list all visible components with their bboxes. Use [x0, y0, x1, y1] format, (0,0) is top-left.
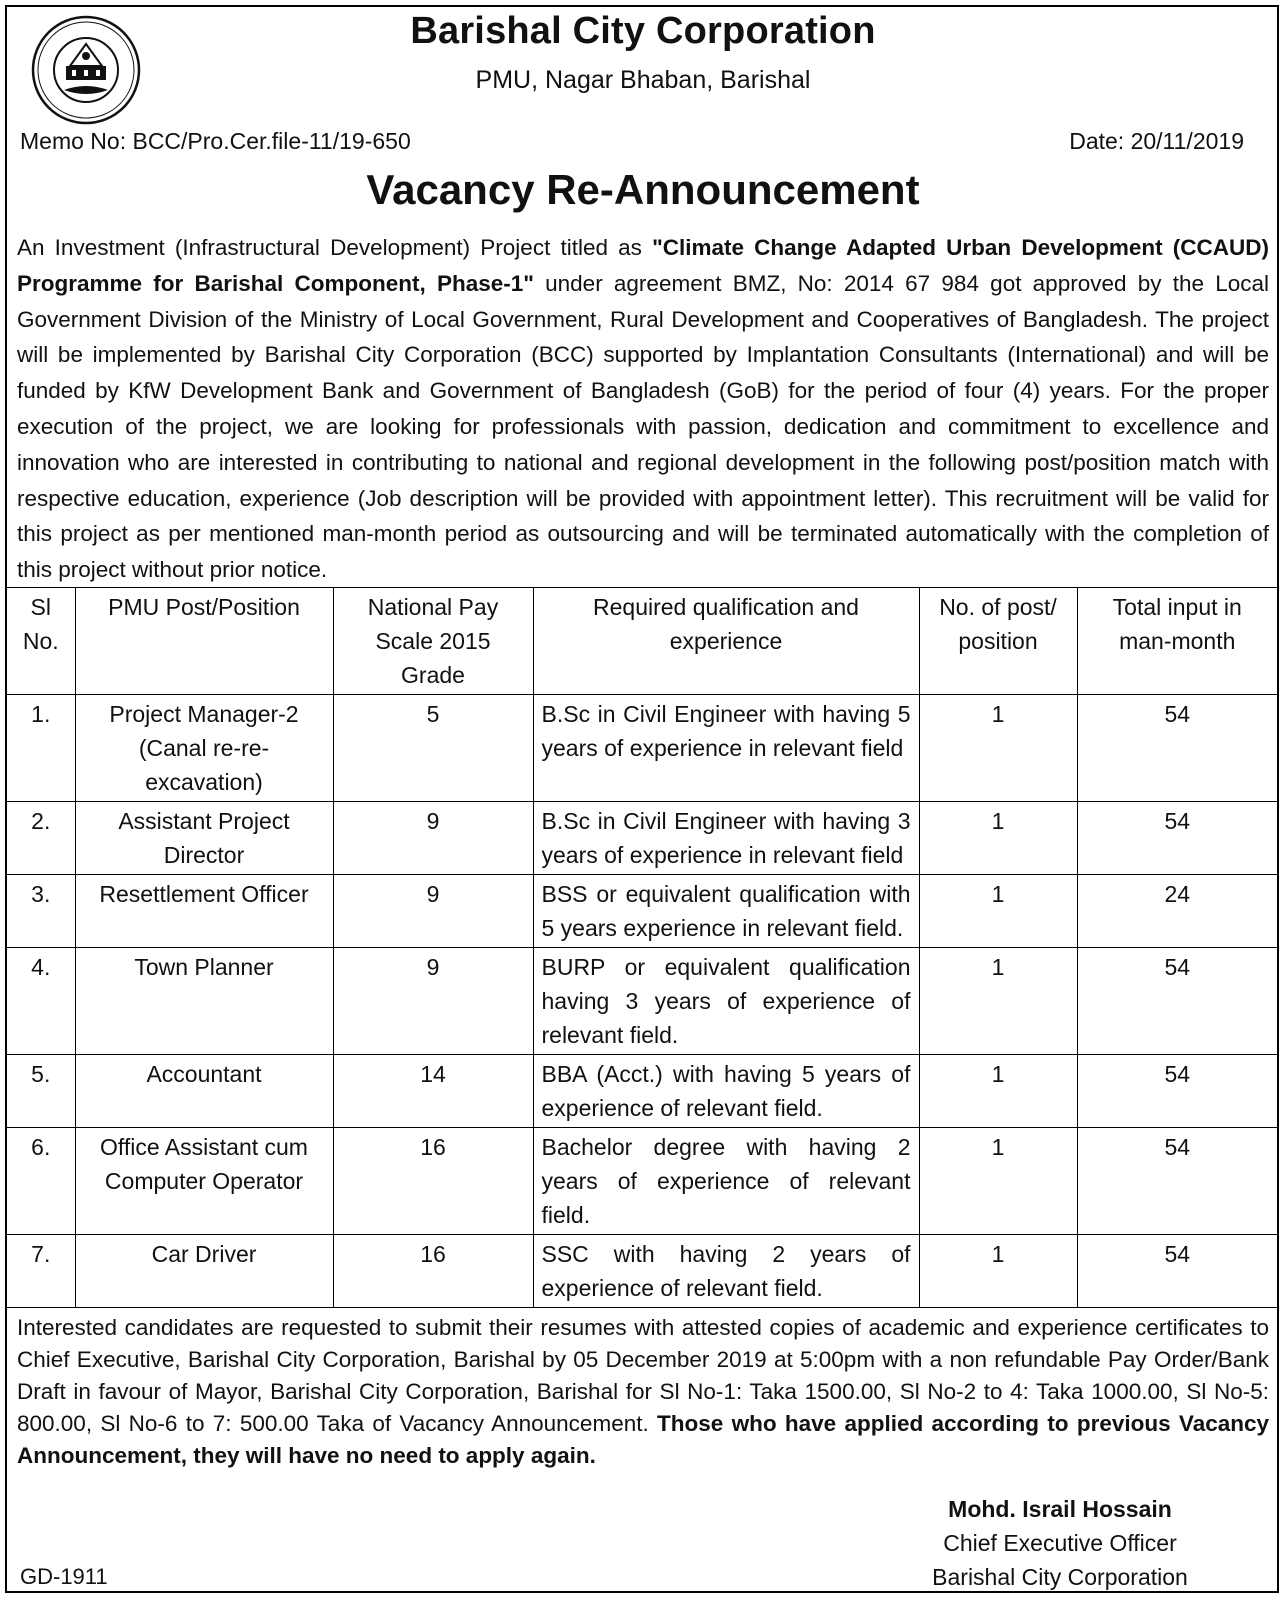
vacancy-table — [7, 587, 1277, 1308]
cell-post: Town Planner — [75, 948, 333, 1055]
cell-qualification: B.Sc in Civil Engineer with having 5 years of experience in relevant field — [533, 695, 919, 802]
cell-grade: 14 — [333, 1055, 533, 1128]
intro-text-start: An Investment (Infrastructural Development) Project titled as — [17, 235, 653, 260]
signatory-name: Mohd. Israil Hossain — [948, 1496, 1172, 1522]
cell-man-month: 54 — [1077, 948, 1277, 1055]
cell-posts: 1 — [919, 1235, 1077, 1308]
table-row — [7, 802, 1277, 875]
project-title: "Climate Change Adapted Urban Development (CCAUD) Programme for Barishal Component, Phase-1" — [17, 235, 1269, 296]
cell-qualification: BSS or equivalent qualification with 5 years experience in relevant field. — [533, 875, 919, 948]
cell-grade: 9 — [333, 948, 533, 1055]
cell-man-month: 24 — [1077, 875, 1277, 948]
cell-post: Office Assistant cum Computer Operator — [75, 1128, 333, 1235]
table-row — [7, 1128, 1277, 1235]
memo-number: Memo No: BCC/Pro.Cer.file-11/19-650 — [20, 128, 411, 154]
cell-posts: 1 — [919, 948, 1077, 1055]
table-row — [7, 1055, 1277, 1128]
header-post: PMU Post/Position — [75, 588, 333, 695]
cell-sl: 6. — [7, 1128, 75, 1235]
header-pay-grade: National Pay Scale 2015 Grade — [333, 588, 533, 695]
cell-man-month: 54 — [1077, 1055, 1277, 1128]
application-instructions — [17, 1312, 1269, 1472]
cell-sl: 3. — [7, 875, 75, 948]
signatory-designation: Chief Executive Officer — [943, 1530, 1177, 1556]
cell-man-month: 54 — [1077, 1235, 1277, 1308]
organization-name: Barishal City Corporation — [410, 10, 876, 52]
intro-text-body: under agreement BMZ, No: 2014 67 984 got approved by the Local Government Division of the Ministry of Local Government, Rural Development and Cooperatives of Bangladesh. The project will be implemented by Barishal City Corporation (BCC) supported by Implantation Consultants (International) and will be funded by KfW Development Bank and Government of Bangladesh (GoB) for the period of four (4) years. For the proper execution of the project, we are looking for professionals with passion, dedication and commitment to excellence and innovation who are interested in contributing to national and regional development in the following post/position match with respective education, experience (Job description will be provided with appointment letter). This recruitment will be valid for this project as per mentioned man-month period as outsourcing and will be terminated automatically with the completion of this project without prior notice. — [17, 270, 1269, 583]
cell-qualification: SSC with having 2 years of experience of relevant field. — [533, 1235, 919, 1308]
instructions-text: Interested candidates are requested to submit their resumes with attested copies of academic and experience certificates to Chief Executive, Barishal City Corporation, Barishal by 05 December 2019 at 5:00pm with a non refundable Pay Order/Bank Draft in favour of Mayor, Barishal City Corporation, Barishal for Sl No-1: Taka 1500.00, Sl No-2 to 4: Taka 1000.00, Sl No-5: 800.00, Sl No-6 to 7: 500.00 Taka of Vacancy Announcement. — [17, 1315, 1269, 1436]
header-sl-no: Sl No. — [7, 588, 75, 695]
cell-posts: 1 — [919, 1128, 1077, 1235]
cell-grade: 9 — [333, 875, 533, 948]
cell-sl: 1. — [7, 695, 75, 802]
cell-grade: 16 — [333, 1128, 533, 1235]
signatory-organization: Barishal City Corporation — [932, 1564, 1188, 1590]
table-row — [7, 695, 1277, 802]
cell-man-month: 54 — [1077, 1128, 1277, 1235]
cell-post: Resettlement Officer — [75, 875, 333, 948]
cell-posts: 1 — [919, 875, 1077, 948]
city-corporation-seal-logo — [30, 14, 142, 126]
previous-applicants-note: Those who have applied according to previous Vacancy Announcement, they will have no need to apply again. — [17, 1411, 1270, 1468]
header-no-of-posts: No. of post/ position — [919, 588, 1077, 695]
cell-sl: 5. — [7, 1055, 75, 1128]
intro-paragraph — [17, 230, 1269, 588]
cell-qualification: Bachelor degree with having 2 years of experience of relevant field. — [533, 1128, 919, 1235]
cell-grade: 9 — [333, 802, 533, 875]
cell-sl: 7. — [7, 1235, 75, 1308]
cell-qualification: B.Sc in Civil Engineer with having 3 years of experience in relevant field — [533, 802, 919, 875]
cell-post: Project Manager-2 (Canal re-re-excavation) — [75, 695, 333, 802]
cell-sl: 2. — [7, 802, 75, 875]
cell-man-month: 54 — [1077, 695, 1277, 802]
organization-address: PMU, Nagar Bhaban, Barishal — [475, 66, 811, 94]
header-man-month: Total input in man-month — [1077, 588, 1277, 695]
cell-qualification: BBA (Acct.) with having 5 years of experience of relevant field. — [533, 1055, 919, 1128]
cell-qualification: BURP or equivalent qualification having 3 years of experience of relevant field. — [533, 948, 919, 1055]
header-qualification: Required qualification and experience — [533, 588, 919, 695]
notice-date: Date: 20/11/2019 — [1069, 128, 1244, 154]
cell-post: Car Driver — [75, 1235, 333, 1308]
notice-title: Vacancy Re-Announcement — [366, 166, 920, 213]
cell-sl: 4. — [7, 948, 75, 1055]
cell-posts: 1 — [919, 695, 1077, 802]
cell-post: Assistant Project Director — [75, 802, 333, 875]
cell-grade: 5 — [333, 695, 533, 802]
cell-post: Accountant — [75, 1055, 333, 1128]
cell-posts: 1 — [919, 1055, 1077, 1128]
cell-grade: 16 — [333, 1235, 533, 1308]
table-header-row — [7, 588, 1277, 695]
cell-posts: 1 — [919, 802, 1077, 875]
cell-man-month: 54 — [1077, 802, 1277, 875]
table-row — [7, 948, 1277, 1055]
gd-code: GD-1911 — [20, 1564, 108, 1589]
table-row — [7, 875, 1277, 948]
table-row — [7, 1235, 1277, 1308]
